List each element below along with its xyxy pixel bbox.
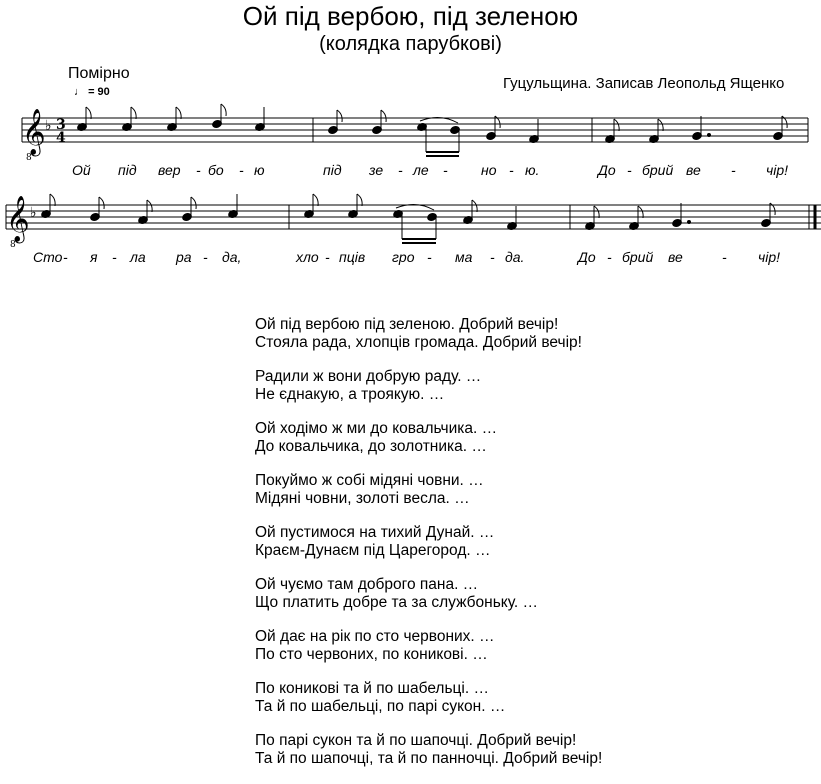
svg-text:-: - bbox=[112, 249, 117, 265]
lyrics-stanza bbox=[255, 420, 602, 456]
svg-text:під: під bbox=[323, 162, 342, 178]
svg-text:-: - bbox=[196, 162, 201, 178]
time-signature-bottom: 4 bbox=[56, 130, 66, 146]
lyrics-line: Краєм-Дунаєм під Царегород. … bbox=[255, 542, 491, 559]
lyrics-line: Ой ходімо ж ми до ковальчика. … bbox=[255, 420, 498, 437]
svg-text:ве: ве bbox=[668, 249, 683, 265]
svg-text:ю: ю bbox=[254, 162, 265, 178]
svg-text:-: - bbox=[239, 162, 244, 178]
lyrics-stanza bbox=[255, 628, 602, 664]
svg-text:-: - bbox=[509, 162, 514, 178]
lyrics-system-1 bbox=[72, 162, 788, 178]
svg-text:Ой: Ой bbox=[72, 162, 91, 178]
svg-text:-: - bbox=[607, 249, 612, 265]
svg-text:пців: пців bbox=[339, 249, 366, 265]
svg-text:бо: бо bbox=[208, 162, 224, 178]
svg-text:-: - bbox=[325, 249, 330, 265]
lyrics-line: По коникові та й по шабельці. … bbox=[255, 680, 489, 697]
svg-text:-: - bbox=[490, 249, 495, 265]
clef-octave-mark: 8 bbox=[26, 153, 32, 163]
tempo-marking: Помірно bbox=[68, 65, 130, 82]
svg-text:-: - bbox=[722, 249, 727, 265]
svg-text:зе: зе bbox=[369, 162, 384, 178]
svg-text:ра: ра bbox=[176, 249, 192, 265]
svg-text:брий: брий bbox=[642, 162, 674, 178]
treble-clef-icon bbox=[22, 109, 46, 163]
svg-text:-: - bbox=[63, 249, 68, 265]
time-signature-top: 3 bbox=[56, 117, 66, 133]
staff-system-1 bbox=[22, 118, 808, 142]
lyrics-line: Ой пустимося на тихий Дунай. … bbox=[255, 524, 495, 541]
svg-text:-: - bbox=[627, 162, 632, 178]
flat-sign-icon-2: ♭ bbox=[30, 205, 37, 221]
notes-system-2 bbox=[41, 194, 776, 243]
lyrics-line: Ой дає на рік по сто червоних. … bbox=[255, 628, 495, 645]
svg-text:До: До bbox=[578, 249, 596, 265]
svg-text:ю.: ю. bbox=[525, 162, 540, 178]
quarter-note-icon: ♩ bbox=[74, 86, 85, 98]
svg-text:да,: да, bbox=[222, 249, 242, 265]
svg-text:брий: брий bbox=[622, 249, 654, 265]
svg-text:чір!: чір! bbox=[766, 162, 789, 178]
lyrics-line: Ой під вербою під зеленою. Добрий вечір! bbox=[255, 316, 559, 333]
svg-text:-: - bbox=[203, 249, 208, 265]
svg-text:хло: хло bbox=[296, 249, 319, 265]
svg-text:8: 8 bbox=[10, 240, 16, 250]
lyrics-stanza bbox=[255, 524, 602, 560]
lyrics-stanza bbox=[255, 680, 602, 716]
lyrics-text bbox=[255, 316, 602, 784]
lyrics-line: Та й по шабельці, по парі сукон. … bbox=[255, 698, 506, 715]
svg-text:-: - bbox=[398, 162, 403, 178]
lyrics-line: Стояла рада, хлопців громада. Добрий вечір! bbox=[255, 334, 582, 351]
music-score bbox=[0, 0, 821, 300]
svg-text:Сто: Сто bbox=[33, 249, 63, 265]
svg-text:-: - bbox=[731, 162, 736, 178]
svg-text:ве: ве bbox=[686, 162, 701, 178]
lyrics-stanza bbox=[255, 368, 602, 404]
lyrics-line: Та й по шапочці, та й по панночці. Добрий вечір! bbox=[255, 750, 603, 767]
song-subtitle: (колядка парубкові) bbox=[319, 33, 502, 55]
treble-clef-icon-2 bbox=[6, 196, 30, 250]
svg-text:𝄞: 𝄞 bbox=[6, 196, 30, 242]
lyrics-line: По парі сукон та й по шапочці. Добрий вечір! bbox=[255, 732, 577, 749]
svg-text:ле: ле bbox=[413, 162, 429, 178]
lyrics-line: По сто червоних, по коникові. … bbox=[255, 646, 488, 663]
svg-text:До: До bbox=[598, 162, 616, 178]
svg-text:но: но bbox=[481, 162, 497, 178]
lyrics-stanza bbox=[255, 472, 602, 508]
lyrics-line: Радили ж вони добрую раду. … bbox=[255, 368, 482, 385]
svg-text:𝄞: 𝄞 bbox=[22, 109, 46, 155]
lyrics-stanza bbox=[255, 732, 602, 768]
svg-text:я: я bbox=[90, 249, 98, 265]
song-title: Ой під вербою, під зеленою bbox=[242, 1, 579, 31]
svg-text:-: - bbox=[427, 249, 432, 265]
svg-text:гро: гро bbox=[392, 249, 415, 265]
lyrics-system-2 bbox=[33, 249, 780, 265]
svg-text:ма: ма bbox=[455, 249, 473, 265]
lyrics-stanza bbox=[255, 316, 602, 352]
lyrics-line: Мідяні човни, золоті весла. … bbox=[255, 490, 470, 507]
svg-text:ла: ла bbox=[130, 249, 146, 265]
lyrics-line: Що платить добре та за службоньку. … bbox=[255, 594, 539, 611]
svg-text:да.: да. bbox=[505, 249, 525, 265]
lyrics-line: Не єднакую, а троякую. … bbox=[255, 386, 445, 403]
metronome-value: = 90 bbox=[88, 86, 110, 98]
flat-sign-icon: ♭ bbox=[45, 118, 52, 134]
lyrics-line: До ковальчика, до золотника. … bbox=[255, 438, 487, 455]
svg-text:вер: вер bbox=[158, 162, 181, 178]
svg-text:чір!: чір! bbox=[758, 249, 781, 265]
svg-text:-: - bbox=[443, 162, 448, 178]
staff-system-2 bbox=[6, 205, 821, 229]
svg-text:під: під bbox=[118, 162, 137, 178]
lyrics-stanza bbox=[255, 576, 602, 612]
source-attribution: Гуцульщина. Записав Леопольд Ященко bbox=[503, 75, 785, 92]
lyrics-line: Покуймо ж собі мідяні човни. … bbox=[255, 472, 484, 489]
lyrics-line: Ой чуємо там доброго пана. … bbox=[255, 576, 479, 593]
